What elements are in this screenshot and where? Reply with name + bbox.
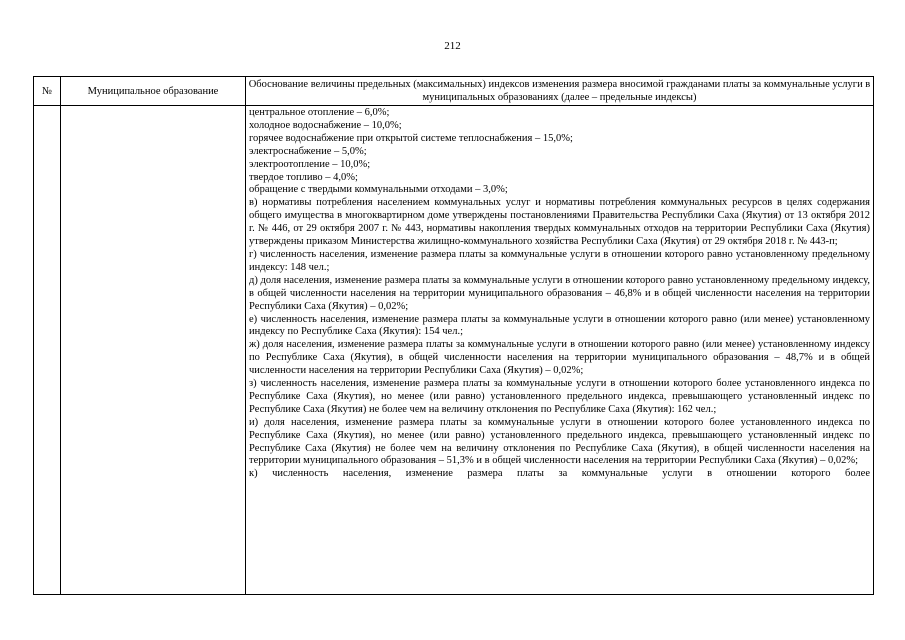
paragraph-g: г) численность населения, изменение размера платы за коммунальные услуги в отношении которого равно установленному предельному индексу: 148 чел.; (249, 248, 870, 273)
document-table (33, 76, 874, 595)
text-line: обращение с твердыми коммунальными отходами – 3,0%; (249, 184, 508, 196)
header-municipality: Муниципальное образование (61, 77, 246, 106)
justification-text (246, 106, 873, 481)
cell-municipality (61, 106, 246, 595)
header-number: № (34, 77, 61, 106)
paragraph-d: д) доля населения, изменение размера платы за коммунальные услуги в отношении которого равно установленному предельному индексу, в общей численности населения на территории муниципального образования – 46,8% и в общей численности населения на территории Республики Саха (Якутия) – 0,02%; (249, 274, 870, 312)
paragraph-e: е) численность населения, изменение размера платы за коммунальные услуги в отношении которого равно (или менее) установленному индексу по Республике Саха (Якутия): 154 чел.; (249, 313, 870, 338)
cell-justification (246, 106, 874, 595)
table-row (34, 106, 874, 595)
paragraph-i: и) доля населения, изменение размера платы за коммунальные услуги в отношении которого более установленного индекса по Республике Саха (Якутия), но менее (или равно) установленного предельного индекса, превышающего установленный индекс по Республике Саха (Якутия) не более чем на величину отклонения по Республике Саха (Якутия), в общей численности населения на территории муниципального образования – 51,3% и в общей численности населения на территории Республики Саха (Якутия) – 0,02%; (249, 416, 870, 467)
text-line: центральное отопление – 6,0%; (249, 107, 390, 118)
paragraph-v: в) нормативы потребления населением коммунальных услуг и нормативы потребления коммунальных ресурсов в целях содержания общего имущества в многоквартирном доме утверждены постановлениями Правительства Республики Саха (Якутия) от 13 октября 2012 г. № 446, от 29 октября 2007 г. № 443, нормативы накопления твердых коммунальных отходов на территории Республики Саха (Якутия) утверждены приказом Министерства жилищно-коммунального хозяйства Республики Саха (Якутия) от 29 октября 2018 г. № 443-п; (249, 197, 870, 248)
text-line: электроотопление – 10,0%; (249, 158, 371, 170)
cell-number (34, 106, 61, 595)
paragraph-z: з) численность населения, изменение размера платы за коммунальные услуги в отношении которого более установленного индекса по Республике Саха (Якутия), но менее (или равно) установленного предельного индекса, превышающего установленный индекс по Республике Саха (Якутия) не более чем на величину отклонения по Республике Саха (Якутия): 162 чел.; (249, 378, 870, 415)
page-number: 212 (444, 40, 461, 52)
text-line: холодное водоснабжение – 10,0%; (249, 119, 402, 131)
text-line: твердое топливо – 4,0%; (249, 171, 358, 183)
paragraph-zh: ж) доля населения, изменение размера платы за коммунальные услуги в отношении которого равно (или менее) установленному индексу по Республике Саха (Якутия), в общей численности населения на территории муниципального образования – 48,7% и в общей численности населения на территории Республики Саха (Якутия) – 0,02%; (249, 339, 870, 377)
paragraph-k: к) численность населения, изменение размера платы за коммунальные услуги в отношении которого более (249, 468, 870, 480)
text-line: горячее водоснабжение при открытой системе теплоснабжения – 15,0%; (249, 132, 573, 144)
table-header-row (34, 77, 874, 106)
header-justification: Обоснование величины предельных (максимальных) индексов изменения размера вносимой гражданами платы за коммунальные услуги в муниципальных образованиях (далее – предельные индексы) (246, 77, 874, 106)
text-line: электроснабжение – 5,0%; (249, 145, 367, 157)
